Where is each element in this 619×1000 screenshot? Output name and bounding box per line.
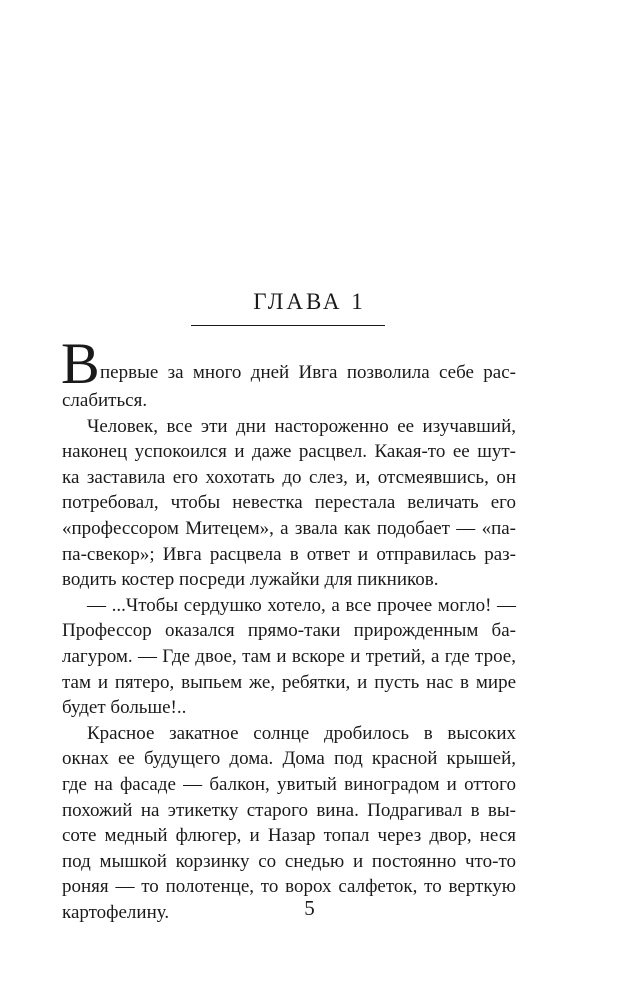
text-line: окнах ее будущего дома. Дома под красной крышей,	[62, 748, 516, 770]
text-line: ка заставила его хохотать до слез, и, отсмеявшись, он	[62, 466, 516, 488]
drop-cap: В	[61, 331, 100, 396]
text-line: слабиться.	[62, 390, 148, 411]
first-line-text: первые за много дней Ивга позволила себе рас-	[100, 362, 516, 383]
text-line: потребовал, чтобы невестка перестала величать его	[62, 492, 516, 514]
first-line	[61, 331, 516, 396]
text-line: Красное закатное солнце дробилось в высоких	[87, 722, 516, 744]
text-line: картофелину.	[62, 901, 170, 923]
text-line: наконец успокоился и даже расцвел. Какая-то ее шут-	[62, 441, 516, 463]
text-line: роняя — то полотенце, то ворох салфеток, то верткую	[62, 876, 516, 898]
text-line: «профессором Митецем», а звала как подобает — «па-	[62, 517, 516, 539]
page-number: 5	[304, 896, 315, 920]
text-line: Профессор оказался прямо-таки прирожденным ба-	[62, 620, 516, 642]
chapter-text	[61, 331, 516, 925]
text-line: водить костер посреди лужайки для пикников.	[62, 569, 439, 591]
text-line: па-свекор»; Ивга расцвела в ответ и отправилась раз-	[62, 543, 516, 565]
text-line: лагуром. — Где двое, там и вскоре и третий, а где трое,	[62, 645, 516, 667]
text-line: соте медный флюгер, и Назар топал через двор, неся	[62, 825, 516, 847]
text-line: похожий на этикетку старого вина. Подрагивал в вы-	[62, 799, 516, 821]
text-line: — ...Чтобы сердушко хотело, а все прочее могло! —	[87, 594, 516, 616]
text-line: будет больше!..	[62, 697, 187, 719]
text-line: Человек, все эти дни настороженно ее изучавший,	[87, 415, 516, 437]
text-line: там и пятеро, выпьем же, ребятки, и пусть нас в мире	[62, 671, 516, 693]
text-line: под мышкой корзинку со снедью и постоянно что-то	[62, 850, 516, 872]
chapter-heading: ГЛАВА 1	[253, 289, 366, 314]
text-line: где на фасаде — балкон, увитый виноградом и оттого	[62, 773, 516, 795]
chapter-divider	[191, 325, 385, 326]
